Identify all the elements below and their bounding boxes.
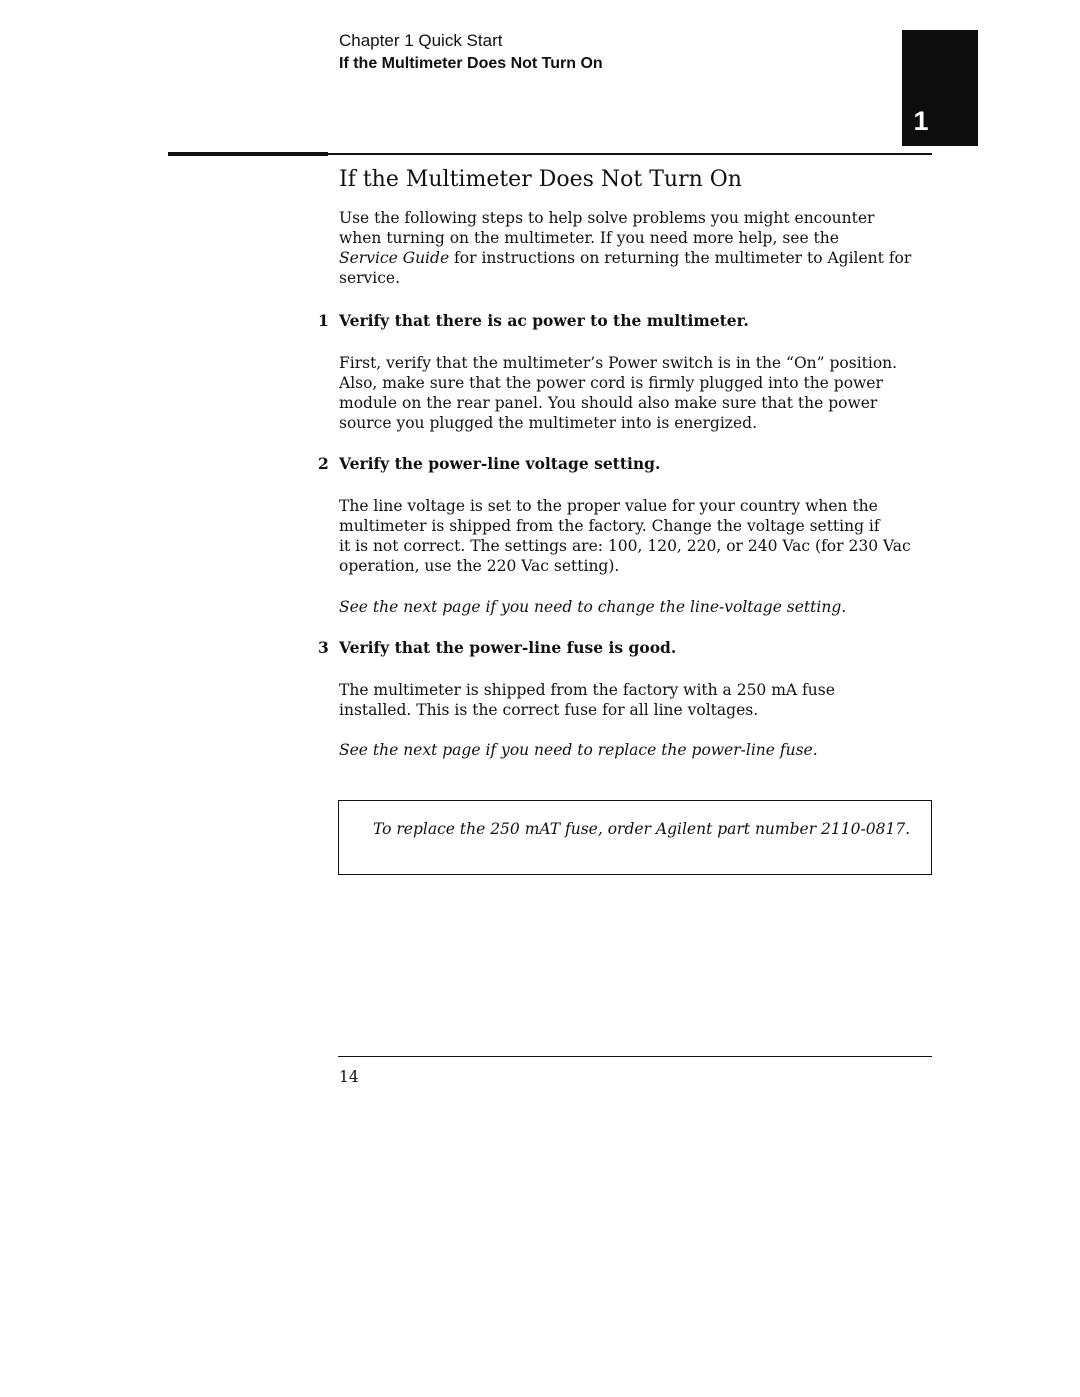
body-line: module on the rear panel. You should also make sure that the power — [339, 394, 878, 412]
intro-paragraph — [339, 208, 939, 288]
step-1-heading — [318, 311, 749, 331]
step-2-heading — [318, 454, 660, 474]
section-rule-thick — [168, 152, 328, 156]
body-line: First, verify that the multimeter’s Power switch is in the “On” position. — [339, 354, 898, 372]
service-guide-title: Service Guide — [339, 249, 450, 267]
body-line: The line voltage is set to the proper value for your country when the — [339, 497, 878, 515]
step-number: 3 — [318, 638, 329, 657]
step-title: Verify that the power-line fuse is good. — [339, 638, 677, 657]
step-3-body — [339, 680, 939, 720]
page-number: 14 — [339, 1068, 359, 1086]
page-title: If the Multimeter Does Not Turn On — [339, 167, 742, 192]
intro-line: service. — [339, 269, 401, 287]
step-number: 2 — [318, 454, 329, 473]
step-title: Verify that there is ac power to the multimeter. — [339, 311, 749, 330]
intro-line-rest: for instructions on returning the multimeter to Agilent for — [449, 249, 912, 267]
step-2-note: See the next page if you need to change the line-voltage setting. — [339, 598, 847, 616]
body-line: operation, use the 220 Vac setting). — [339, 557, 620, 575]
intro-line: when turning on the multimeter. If you need more help, see the — [339, 229, 839, 247]
body-line: source you plugged the multimeter into is energized. — [339, 414, 758, 432]
step-title: Verify the power-line voltage setting. — [339, 454, 661, 473]
fuse-note-text: To replace the 250 mAT fuse, order Agilent part number 2110-0817. — [373, 820, 911, 838]
body-line: multimeter is shipped from the factory. Change the voltage setting if — [339, 517, 880, 535]
footer-rule — [338, 1056, 932, 1057]
step-1-body — [339, 353, 939, 433]
step-3-note: See the next page if you need to replace the power-line fuse. — [339, 741, 818, 759]
fuse-note-box — [338, 800, 932, 875]
step-number: 1 — [318, 311, 329, 330]
body-line: installed. This is the correct fuse for all line voltages. — [339, 701, 759, 719]
intro-line — [339, 248, 939, 268]
step-2-body — [339, 496, 939, 576]
step-3-heading — [318, 638, 676, 658]
running-header-chapter: Chapter 1 Quick Start — [339, 31, 503, 50]
section-rule-thin — [328, 153, 932, 155]
body-line: The multimeter is shipped from the factory with a 250 mA fuse — [339, 681, 835, 699]
body-line: it is not correct. The settings are: 100, 120, 220, or 240 Vac (for 230 Vac — [339, 537, 911, 555]
body-line: Also, make sure that the power cord is firmly plugged into the power — [339, 374, 883, 392]
chapter-tab-number: 1 — [913, 106, 929, 136]
running-header-section: If the Multimeter Does Not Turn On — [339, 55, 603, 72]
intro-line: Use the following steps to help solve problems you might encounter — [339, 209, 875, 227]
